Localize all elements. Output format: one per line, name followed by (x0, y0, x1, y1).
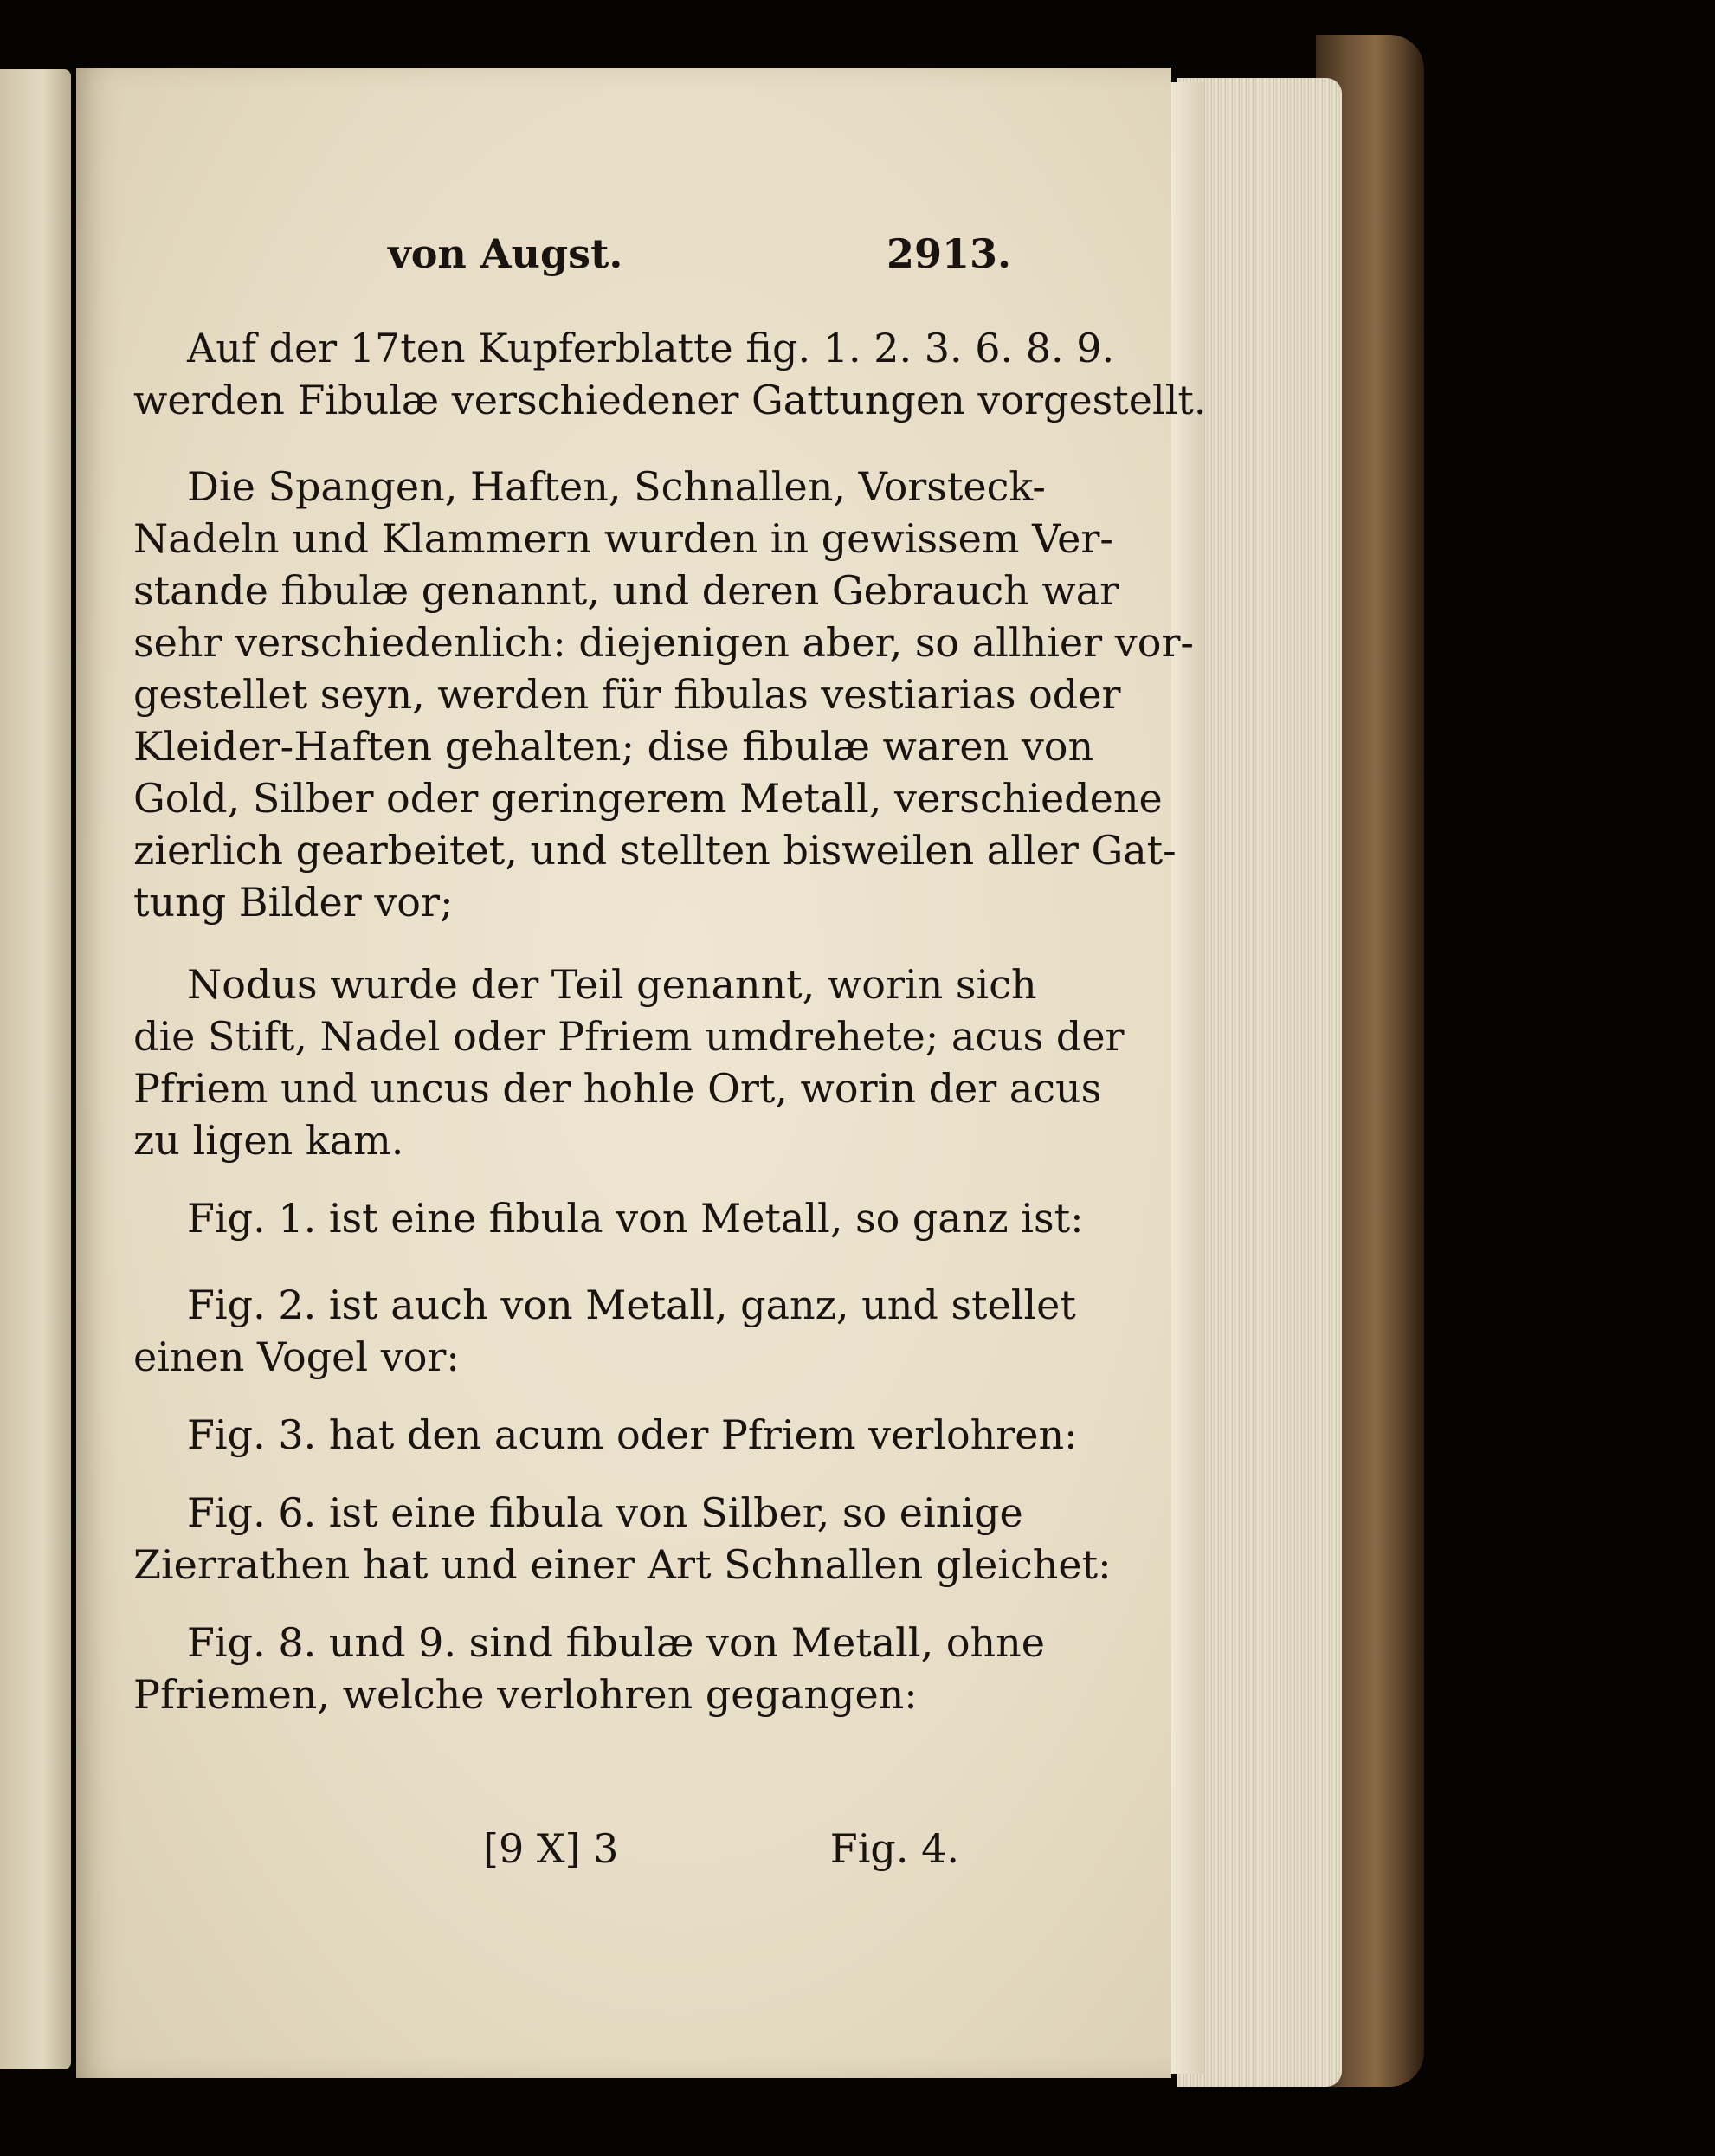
text-line: Pfriemen, welche verlohren gegangen: (133, 1671, 918, 1718)
text-line: zierlich gearbeitet, und stellten bisweilen aller Gat- (133, 827, 1177, 874)
text-line: Pfriem und uncus der hohle Ort, worin der acus (133, 1065, 1102, 1112)
text-line: gestellet seyn, werden für fibulas vestiarias oder (133, 671, 1121, 718)
text-line: Nodus wurde der Teil genannt, worin sich (187, 961, 1037, 1008)
text-line: tung Bilder vor; (133, 879, 454, 926)
text-line: stande fibulæ genannt, und deren Gebrauch war (133, 567, 1119, 614)
text-line: Kleider-Haften gehalten; dise fibulæ waren von (133, 723, 1094, 770)
text-line: Die Spangen, Haften, Schnallen, Vorsteck- (187, 463, 1046, 510)
catchword: Fig. 4. (829, 1825, 959, 1872)
text-line: Zierrathen hat und einer Art Schnallen gleichet: (133, 1541, 1112, 1588)
text-line: Fig. 1. ist eine fibula von Metall, so ganz ist: (187, 1195, 1084, 1242)
text-line: Gold, Silber oder geringerem Metall, verschiedene (133, 775, 1163, 822)
book-page (76, 68, 1207, 2078)
text-line: Fig. 2. ist auch von Metall, ganz, und stellet (187, 1281, 1076, 1328)
text-line: einen Vogel vor: (133, 1333, 460, 1380)
text-line: Fig. 6. ist eine fibula von Silber, so einige (187, 1489, 1023, 1536)
running-title: von Augst. (388, 230, 623, 277)
text-line: zu ligen kam. (133, 1117, 404, 1164)
page-number: 2913. (886, 230, 1011, 277)
text-line: die Stift, Nadel oder Pfriem umdrehete; acus der (133, 1013, 1125, 1060)
text-line: sehr verschiedenlich: diejenigen aber, so allhier vor- (133, 619, 1194, 666)
text-line: werden Fibulæ verschiedener Gattungen vorgestellt. (133, 377, 1207, 423)
text-line: Nadeln und Klammern wurden in gewissem Ver- (133, 515, 1113, 562)
text-line: Auf der 17ten Kupferblatte fig. 1. 2. 3. 6. 8. 9. (187, 325, 1115, 371)
text-line: Fig. 8. und 9. sind fibulæ von Metall, ohne (187, 1619, 1045, 1666)
facing-page-edge (0, 69, 71, 2069)
text-line: Fig. 3. hat den acum oder Pfriem verlohren: (187, 1411, 1078, 1458)
signature-mark: [9 X] 3 (483, 1825, 619, 1872)
